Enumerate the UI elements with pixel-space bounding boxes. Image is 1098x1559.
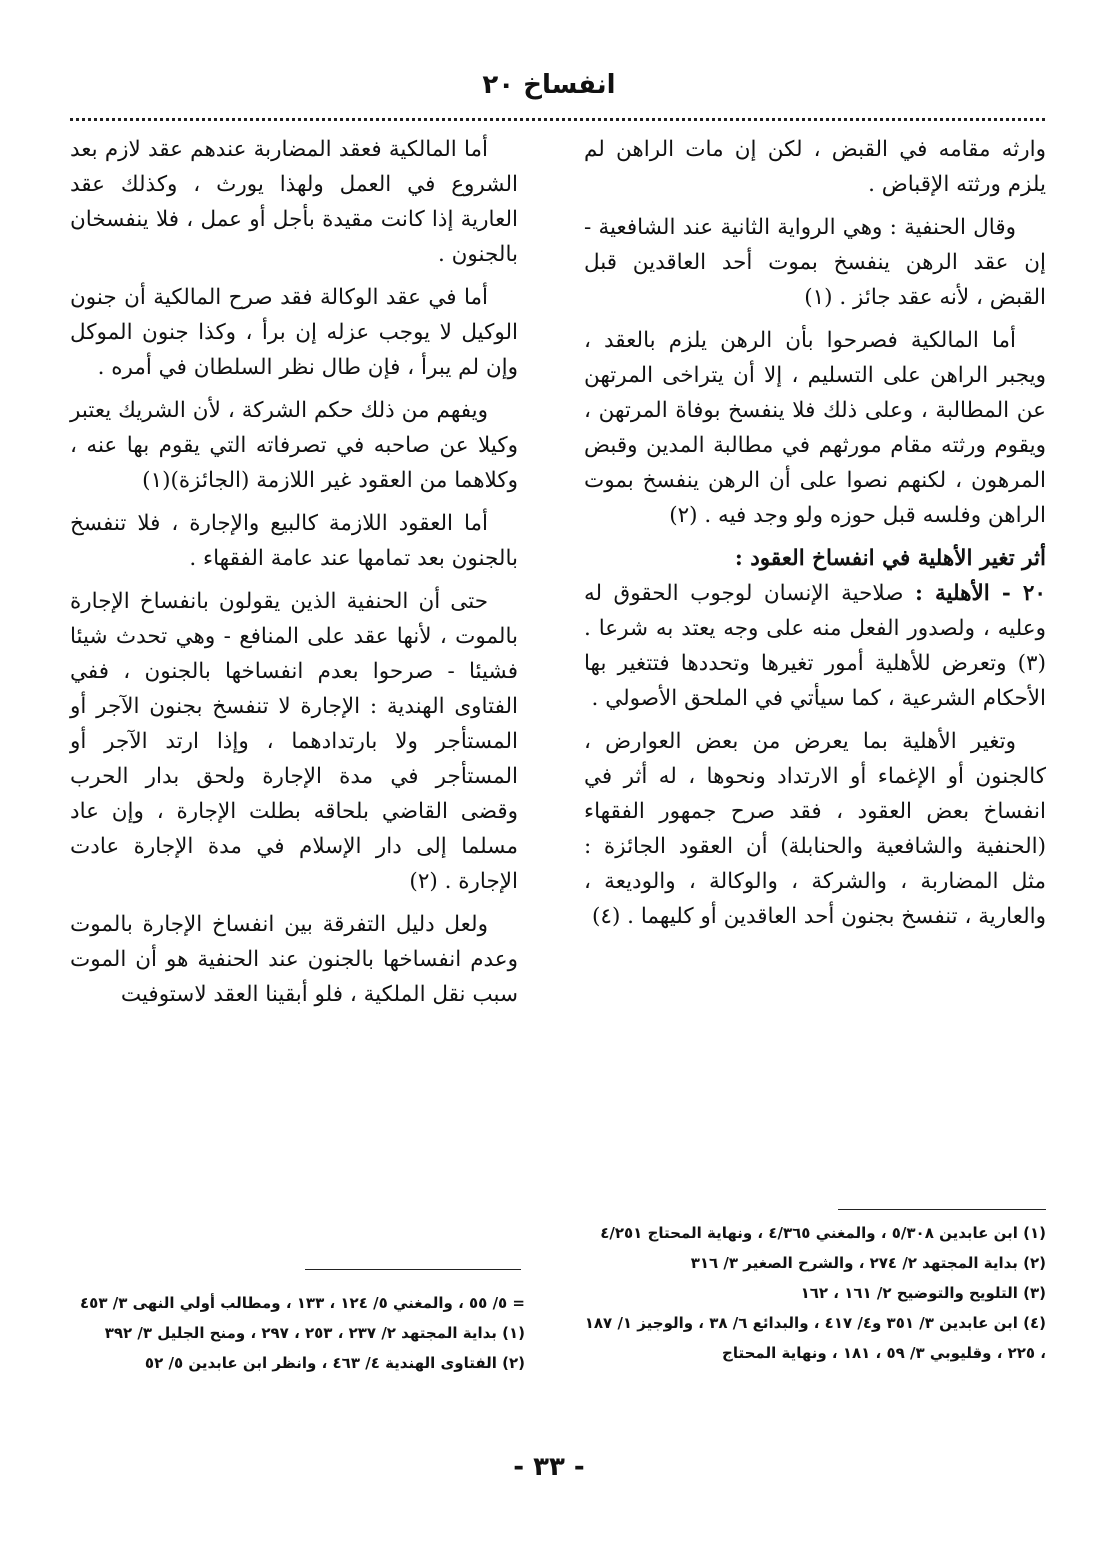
paragraph: أما المالكية فصرحوا بأن الرهن يلزم بالعقد ، ويجبر الراهن على التسليم ، إلا أن يتراخى المرتهن عن المطالبة ، وعلى ذلك فلا ينفسخ بوفاة المرتهن ، ويقوم ورثته مقام مورثهم في مطالبة المدين وقبض المرهون ، لكنهم نصوا على أن الرهن ينفسخ بموت الراهن وفلسه قبل حوزه ولو وجد فيه . (٢) [584, 328, 1046, 528]
footnote: (٣) التلويح والتوضيح ٢/ ١٦١ ، ١٦٢ [800, 1284, 1046, 1302]
footnote: (٤) ابن عابدين ٣/ ٣٥١ و٤/ ٤١٧ ، والبدائع ٦/ ٣٨ ، والوجيز ١/ ١٨٧ ، ٢٢٥ ، وقليوبي ٣/ ٥٩ ، ١٨١ ، ونهاية المحتاج [584, 1314, 1046, 1362]
page-number: - ٣٣ - [513, 1452, 585, 1482]
paragraph: ولعل دليل التفرقة بين انفساخ الإجارة بالموت وعدم انفساخها بالجنون عند الحنفية هو أن الموت سبب نقل الملكية ، فلو أبقينا العقد لاستوفيت [70, 912, 518, 1007]
paragraph: أما العقود اللازمة كالبيع والإجارة ، فلا تنفسخ بالجنون بعد تمامها عند عامة الفقهاء . [70, 511, 518, 571]
footnote-separator [305, 1269, 521, 1270]
left-text-column [70, 132, 518, 1020]
paragraph: وتغير الأهلية بما يعرض من بعض العوارض ، كالجنون أو الإغماء أو الارتداد ونحوها ، له أثر في انفساخ بعض العقود ، فقد صرح جمهور الفقهاء (الحنفية والشافعية والحنابلة) أن العقود الجائزة : مثل المضاربة ، والشركة ، والوكالة ، والوديعة ، والعارية ، تنفسخ بجنون أحد العاقدين أو كليهما . (٤) [584, 729, 1046, 929]
section-number-lead: ٢٠ - الأهلية : [914, 581, 1046, 606]
right-text-column [584, 132, 1046, 942]
footnotes-left [70, 1288, 525, 1378]
footnote: (١) بداية المجتهد ٢/ ٢٣٧ ، ٢٥٣ ، ٢٩٧ ، ومنح الجليل ٣/ ٣٩٢ [104, 1324, 525, 1342]
header-dotted-rule [70, 118, 1045, 121]
paragraph: حتى أن الحنفية الذين يقولون بانفساخ الإجارة بالموت ، لأنها عقد على المنافع - وهي تحدث شيئا فشيئا - صرحوا بعدم انفساخها بالجنون ، ففي الفتاوى الهندية : الإجارة لا تنفسخ بجنون الآجر أو المستأجر ولا بارتدادهما ، وإذا ارتد الآجر أو المستأجر في مدة الإجارة ولحق بدار الحرب وقضى القاضي بلحاقه بطلت الإجارة ، وإن عاد مسلما إلى دار الإسلام في مدة الإجارة عادت الإجارة . (٢) [70, 589, 518, 894]
section-heading: أثر تغير الأهلية في انفساخ العقود : [734, 546, 1046, 571]
paragraph: أما في عقد الوكالة فقد صرح المالكية أن جنون الوكيل لا يوجب عزله إن برأ ، وكذا جنون الموكل وإن لم يبرأ ، فإن طال نظر السلطان في أمره . [70, 285, 518, 380]
paragraph: ويفهم من ذلك حكم الشركة ، لأن الشريك يعتبر وكيلا عن صاحبه في تصرفاته التي يقوم بها عنه ، وكلاهما من العقود غير اللازمة (الجائزة)(١) [70, 398, 518, 493]
paragraph: وارثه مقامه في القبض ، لكن إن مات الراهن لم يلزم ورثته الإقباض . [584, 137, 1046, 197]
paragraph [584, 576, 1046, 716]
footnotes-right [584, 1218, 1046, 1368]
footnote: (٢) بداية المجتهد ٢/ ٢٧٤ ، والشرح الصغير ٣/ ٣١٦ [690, 1254, 1046, 1272]
footnote-separator [838, 1209, 1046, 1210]
running-header-title: انفساخ ٢٠ [482, 70, 616, 100]
footnote: (١) ابن عابدين ٥/٣٠٨ ، والمغني ٤/٣٦٥ ، ونهاية المحتاج ٤/٢٥١ [600, 1224, 1046, 1242]
paragraph: أما المالكية فعقد المضاربة عندهم عقد لازم بعد الشروع في العمل ولهذا يورث ، وكذلك عقد العارية إذا كانت مقيدة بأجل أو عمل ، فلا ينفسخان بالجنون . [70, 137, 518, 267]
paragraph: وقال الحنفية : وهي الرواية الثانية عند الشافعية - إن عقد الرهن ينفسخ بموت أحد العاقدين قبل القبض ، لأنه عقد جائز . (١) [584, 215, 1046, 310]
paragraph-text: صلاحية الإنسان لوجوب الحقوق له وعليه ، ولصدور الفعل منه على وجه يعتد به شرعا . (٣) وتعرض للأهلية أمور تغيرها وتحددها فتتغير بها الأحكام الشرعية ، كما سيأتي في الملحق الأصولي . [584, 581, 1046, 711]
footnote: (٢) الفتاوى الهندية ٤/ ٤٦٣ ، وانظر ابن عابدين ٥/ ٥٢ [144, 1354, 525, 1372]
footnote: = ٥/ ٥٥ ، والمغني ٥/ ١٢٤ ، ١٣٣ ، ومطالب أولي النهى ٣/ ٤٥٣ [80, 1294, 525, 1312]
